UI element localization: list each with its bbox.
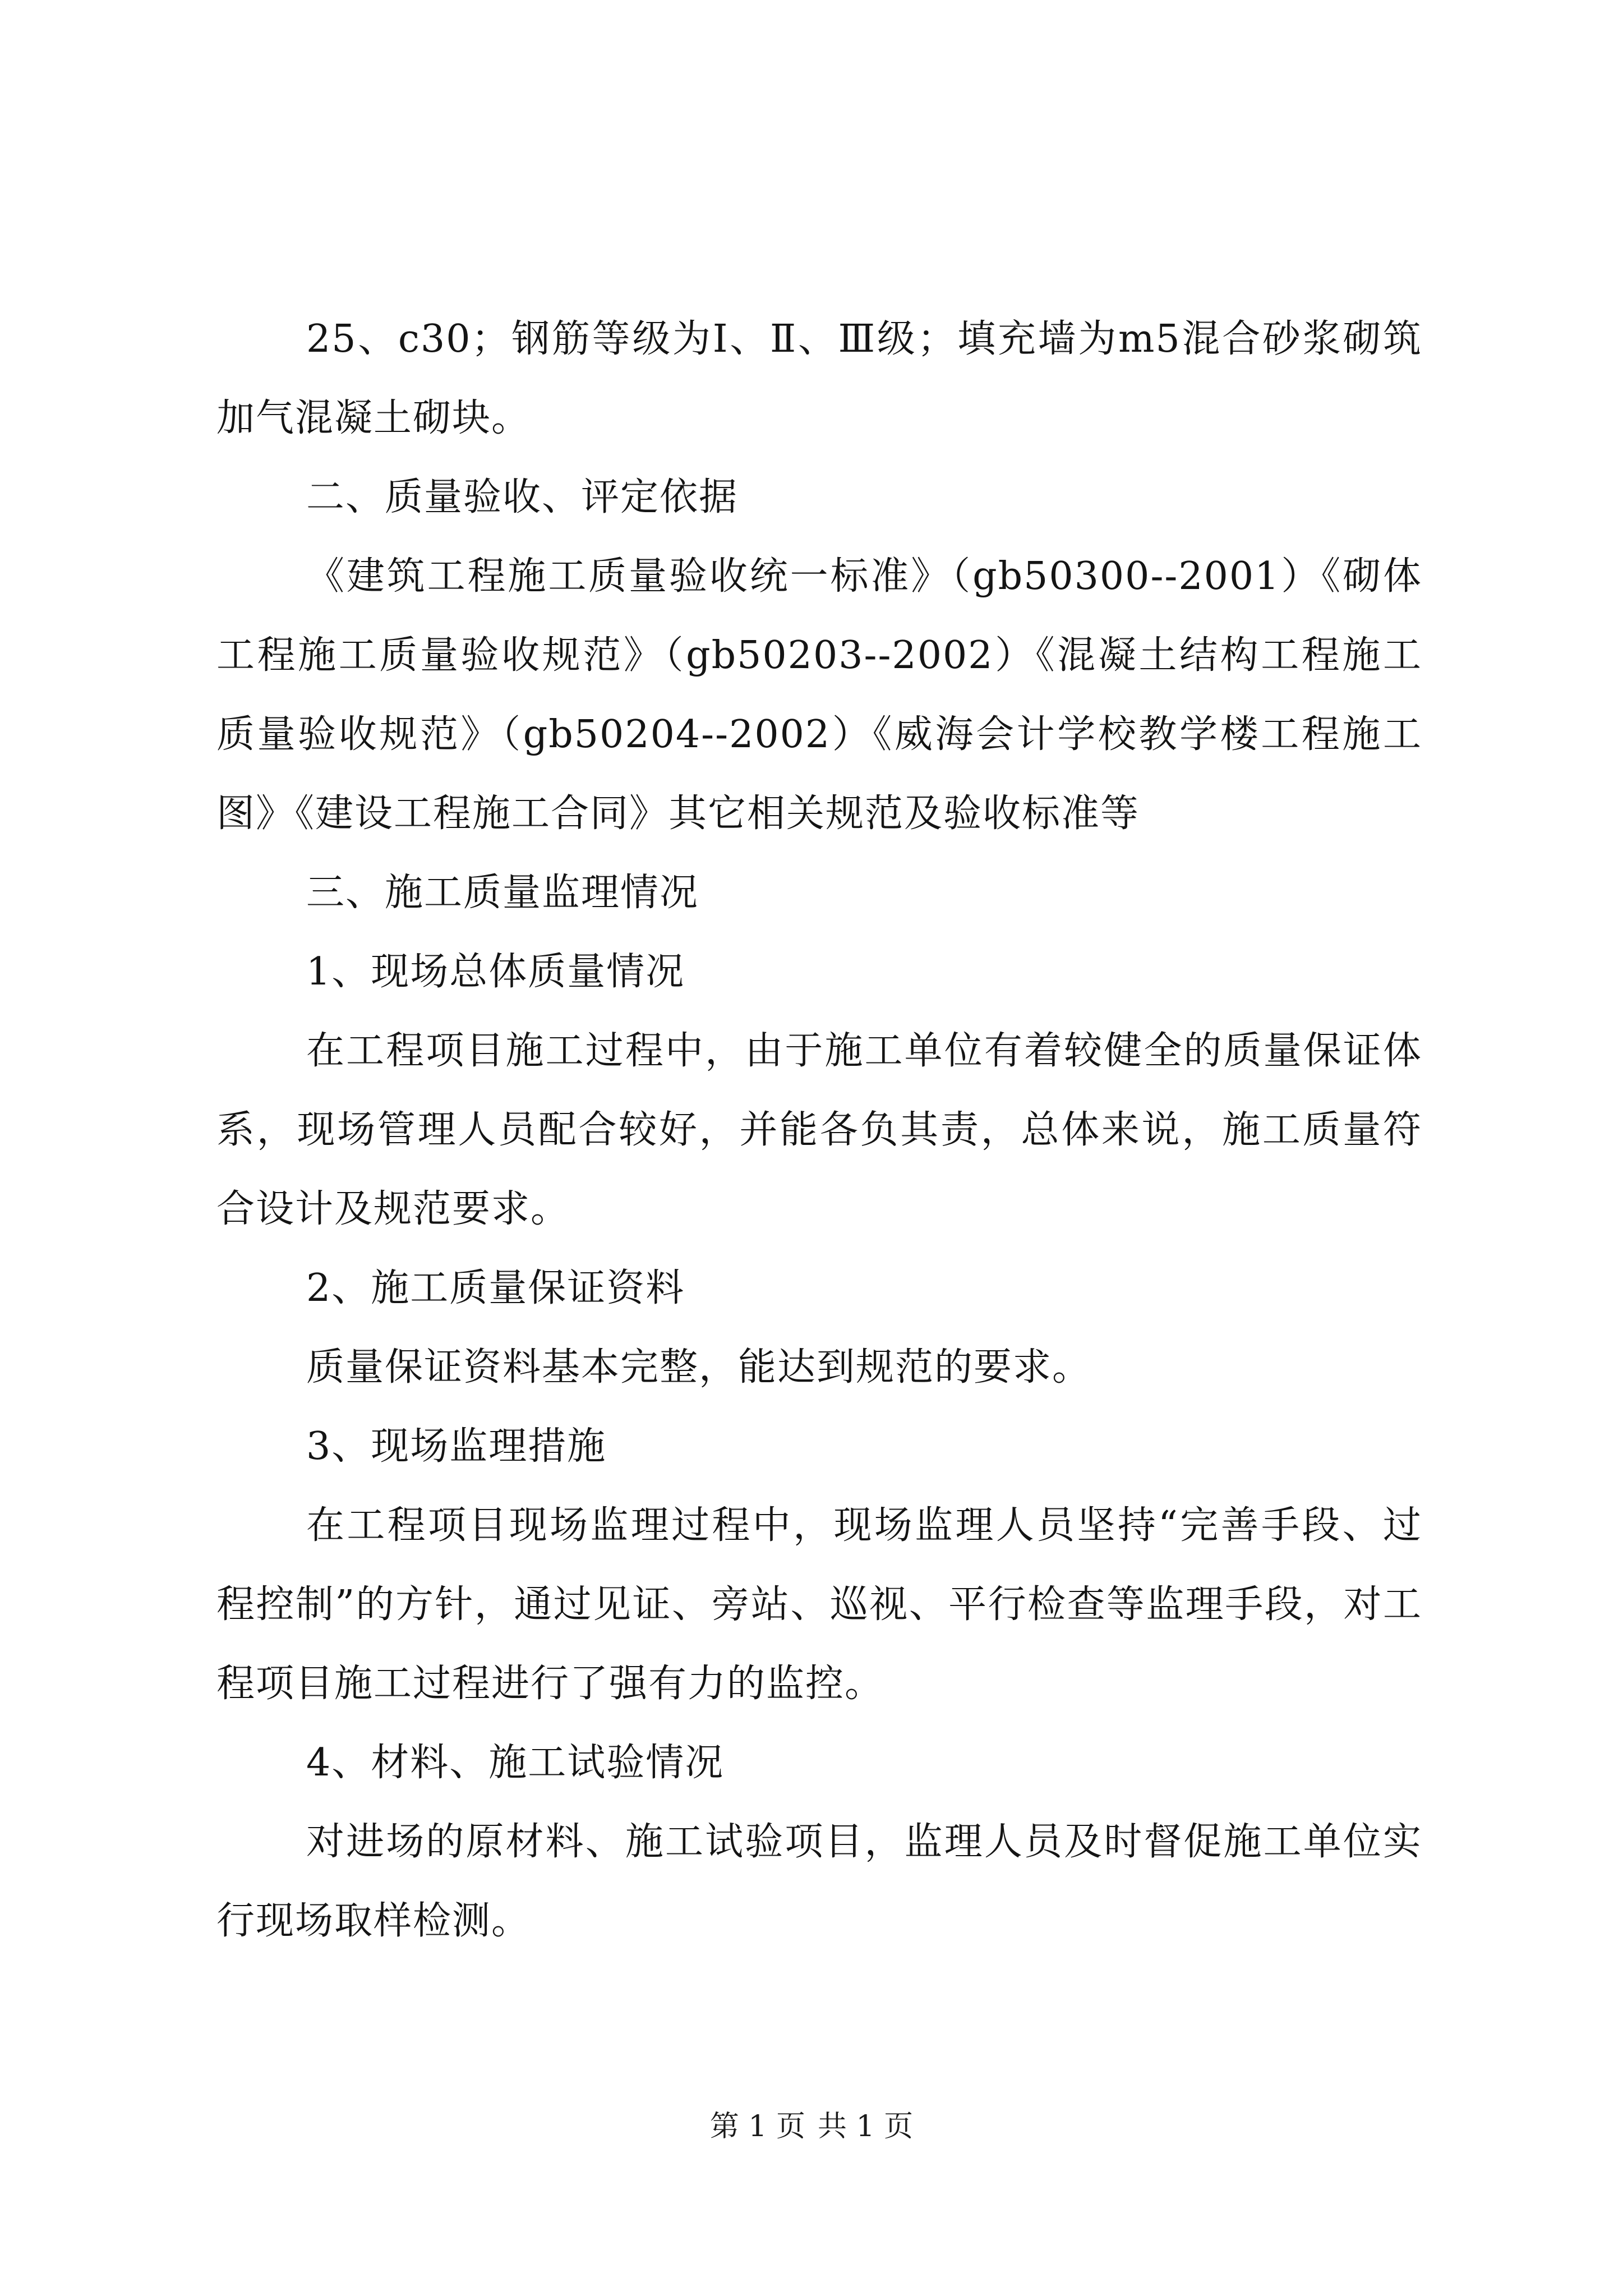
page-total: 共 1 页 (818, 2110, 914, 2143)
page-footer (0, 2107, 1623, 2146)
page-number: 第 1 页 (709, 2110, 805, 2143)
subheading-material-testing: 4、材料、施工试验情况 (306, 1741, 725, 1785)
paragraph-materials-spec: 25、c30；钢筋等级为Ⅰ、Ⅱ、Ⅲ级；填充墙为m5混合砂浆砌筑加气混凝土砌块。 (216, 317, 1422, 440)
heading-acceptance-basis: 二、质量验收、评定依据 (306, 475, 739, 519)
heading-supervision-status: 三、施工质量监理情况 (306, 871, 699, 915)
paragraph-standards-list: 《建筑工程施工质量验收统一标准》（gb50300--2001）《砌体工程施工质量验收规范》（gb50203--2002）《混凝土结构工程施工质量验收规范》（gb50204--2002）《威海会计学校教学楼工程施工图》《建设工程施工合同》其它相关规范及验收标准等 (216, 554, 1422, 836)
paragraph-supervision-measures: 在工程项目现场监理过程中，现场监理人员坚持“完善手段、过程控制”的方针，通过见证、旁站、巡视、平行检查等监理手段，对工程项目施工过程进行了强有力的监控。 (216, 1503, 1422, 1706)
paragraph-quality-documents: 质量保证资料基本完整，能达到规范的要求。 (306, 1345, 1092, 1389)
document-body (216, 300, 1422, 1961)
paragraph-material-testing: 对进场的原材料、施工试验项目，监理人员及时督促施工单位实行现场取样检测。 (216, 1820, 1422, 1943)
subheading-supervision-measures: 3、现场监理措施 (306, 1424, 607, 1469)
subheading-quality-documents: 2、施工质量保证资料 (306, 1266, 685, 1310)
subheading-overall-quality: 1、现场总体质量情况 (306, 950, 685, 994)
paragraph-overall-quality: 在工程项目施工过程中，由于施工单位有着较健全的质量保证体系，现场管理人员配合较好，并能各负其责，总体来说，施工质量符合设计及规范要求。 (216, 1029, 1422, 1231)
